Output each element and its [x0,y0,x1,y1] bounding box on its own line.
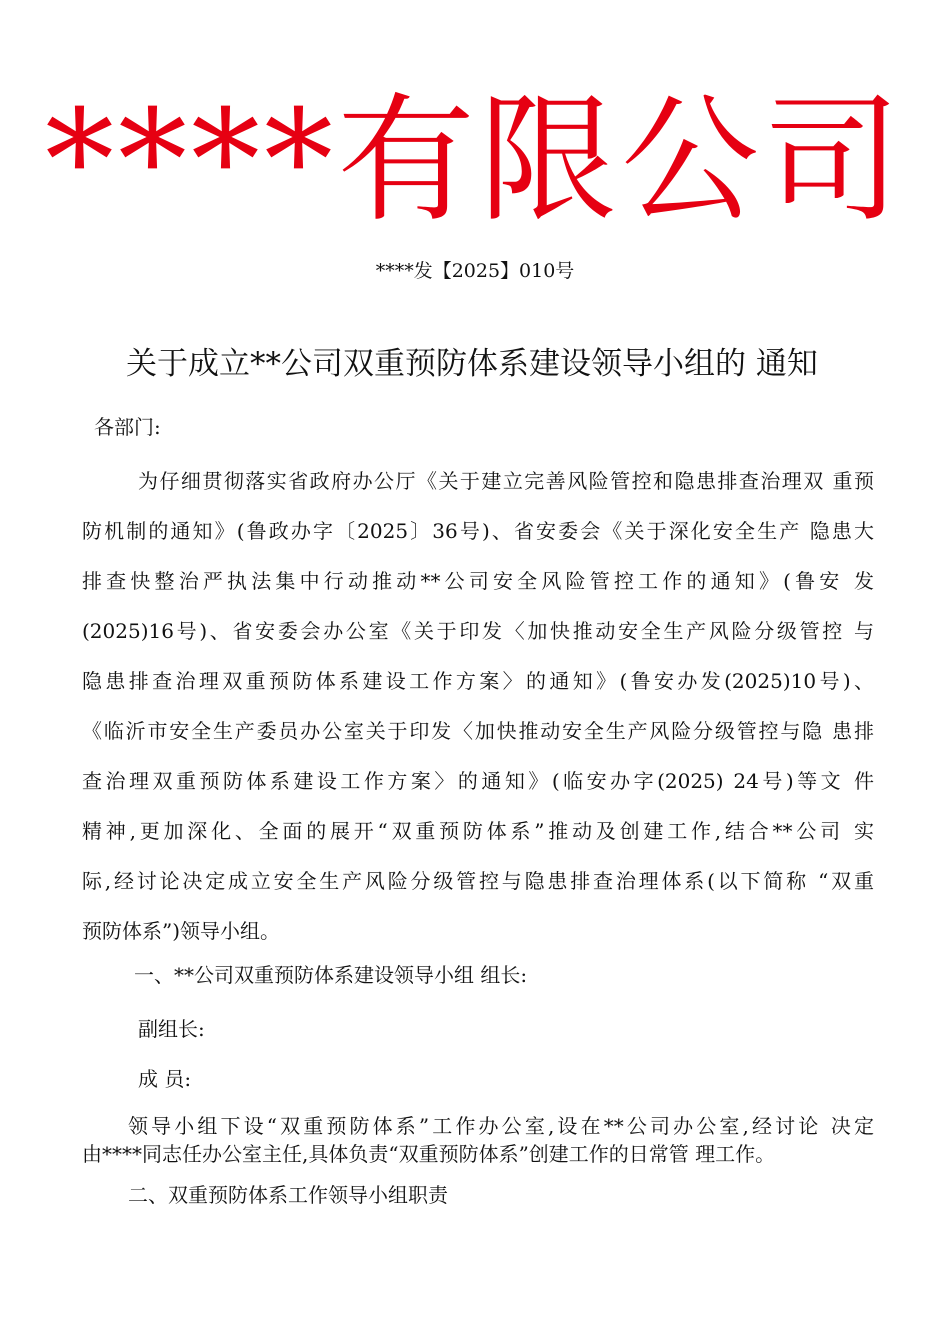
body-line: 精神,更加深化、全面的展开“双重预防体系”推动及创建工作,结合**公司 实 [82,819,874,843]
body-line: 隐患排查治理双重预防体系建设工作方案〉的通知》(鲁安办发(2025)10号)、 [82,669,874,693]
office-paragraph [82,1112,874,1168]
body-line: 排查快整治严执法集中行动推动**公司安全风险管控工作的通知》(鲁安 发 [82,569,874,593]
members-label: 成 员: [138,1067,192,1091]
section2-heading: 二、双重预防体系工作领导小组职责 [128,1183,448,1207]
body-line: 《临沂市安全生产委员办公室关于印发〈加快推动安全生产风险分级管控与隐 患排 [82,719,874,743]
body-line: 防机制的通知》(鲁政办字〔2025〕36号)、省安委会《关于深化安全生产 隐患大 [82,519,874,543]
office-line: 由****同志任办公室主任,具体负责“双重预防体系”创建工作的日常管 理工作。 [82,1142,776,1166]
section1-heading: 一、**公司双重预防体系建设领导小组 组长: [134,963,528,987]
body-line: 际,经讨论决定成立安全生产风险分级管控与隐患排查治理体系(以下简称 “双重 [82,869,874,893]
body-line: 为仔细贯彻落实省政府办公厅《关于建立完善风险管控和隐患排查治理双 重预 [138,469,874,493]
office-line: 领导小组下设“双重预防体系”工作办公室,设在**公司办公室,经讨论 决定 [128,1114,874,1138]
company-header: ****有限公司 [44,80,905,241]
deputy-leader-label: 副组长: [138,1017,205,1041]
greeting: 各部门: [94,415,161,439]
document-number: ****发【2025】010号 [375,260,575,282]
body-paragraph [82,456,874,956]
notice-title: 关于成立**公司双重预防体系建设领导小组的 通知 [126,346,818,382]
body-line: 查治理双重预防体系建设工作方案〉的通知》(临安办字(2025) 24号)等文 件 [82,769,874,793]
body-line: 预防体系”)领导小组。 [82,919,281,943]
body-line: (2025)16号)、省安委会办公室《关于印发〈加快推动安全生产风险分级管控 与 [82,619,874,643]
